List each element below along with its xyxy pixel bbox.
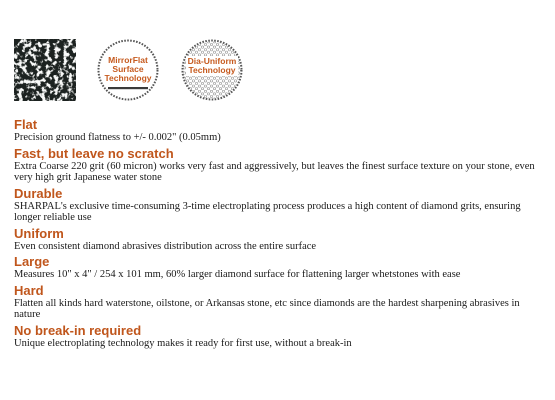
feature-fast bbox=[14, 147, 544, 184]
dia-uniform-badge-label: Dia-Uniform Technology bbox=[187, 56, 237, 75]
feature-title: Durable bbox=[14, 185, 63, 201]
feature-description: Measures 10" x 4" / 254 x 101 mm, 60% larger diamond surface for flattening larger whetstones with ease bbox=[14, 269, 461, 280]
feature-list bbox=[14, 118, 544, 352]
feature-title: Fast, but leave no scratch bbox=[14, 145, 174, 161]
feature-description: Extra Coarse 220 grit (60 micron) works very fast and aggressively, but leaves the finest surface texture on your stone, even very high grit Japanese water stone bbox=[14, 160, 535, 183]
badge-row bbox=[14, 38, 244, 102]
feature-description: Unique electroplating technology makes it ready for first use, without a break-in bbox=[14, 337, 352, 349]
dia-uniform-technology-badge bbox=[180, 38, 244, 102]
feature-title: Uniform bbox=[14, 225, 64, 241]
mirrorflat-badge-label: MirrorFlat Surface Technology bbox=[104, 55, 152, 83]
feature-large bbox=[14, 255, 544, 281]
feature-no-break-in bbox=[14, 324, 544, 350]
feature-title: Flat bbox=[14, 117, 38, 132]
feature-description: Even consistent diamond abrasives distribution across the entire surface bbox=[14, 240, 317, 252]
diamond-texture-image bbox=[14, 39, 76, 101]
feature-hard bbox=[14, 284, 544, 321]
feature-title: Large bbox=[14, 254, 50, 269]
feature-title: Hard bbox=[14, 282, 44, 298]
feature-title: No break-in required bbox=[14, 322, 142, 338]
feature-flat bbox=[14, 118, 544, 144]
feature-uniform bbox=[14, 227, 544, 253]
feature-description: Flatten all kinds hard waterstone, oilstone, or Arkansas stone, etc since diamonds are the hardest sharpening abrasives in nature bbox=[14, 297, 520, 320]
feature-durable bbox=[14, 187, 544, 224]
feature-description: Precision ground flatness to +/- 0.002" (0.05mm) bbox=[14, 132, 221, 143]
mirrorflat-technology-badge bbox=[96, 38, 160, 102]
feature-description: SHARPAL's exclusive time-consuming 3-time electroplating process produces a high content of diamond grits, ensuring longer reliable use bbox=[14, 200, 521, 223]
